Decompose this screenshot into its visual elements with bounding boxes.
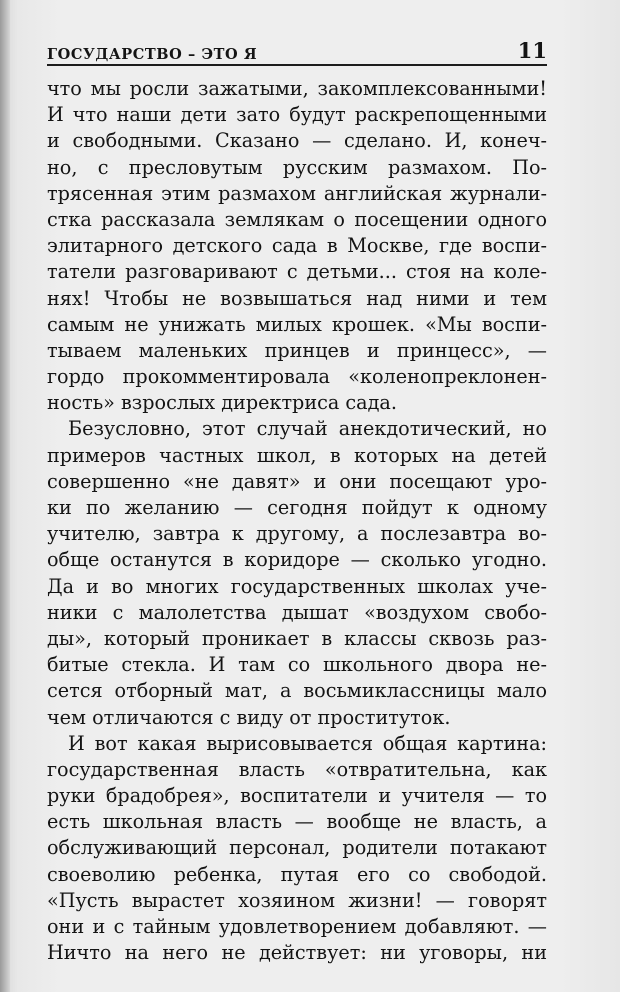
text-line: но, с пресловутым русским размахом. По-: [47, 155, 547, 179]
text-line: И что наши дети зато будут раскрепощенными: [47, 103, 547, 127]
text-line: ность» взрослых директриса сада.: [47, 391, 397, 415]
body-text: [47, 76, 547, 966]
page-gutter-shadow: [0, 0, 10, 992]
text-line: своеволию ребенка, путая его со свободой.: [47, 862, 547, 886]
text-line: примеров частных школ, в которых на детей: [47, 443, 547, 467]
text-line: ки по желанию — сегодня пойдут к одному: [47, 496, 547, 519]
text-line: самым не унижать милых крошек. «Мы воспи-: [47, 312, 547, 336]
text-line: элитарного детского сада в Москве, где воспи-: [47, 234, 547, 258]
text-line: Безусловно, этот случай анекдотический, но: [68, 417, 547, 441]
text-line: татели разговаривают с детьми... стоя на коле-: [47, 260, 547, 284]
text-line: трясенная этим размахом английская журнали-: [47, 181, 547, 205]
text-line: сется отборный мат, а восьмиклассницы мало: [47, 679, 547, 703]
text-line: они и с тайным удовлетворением добавляют. —: [47, 915, 547, 938]
text-line: «Пусть вырастет хозяином жизни! — говорят: [47, 888, 547, 912]
text-line: обслуживающий персонал, родители потакают: [47, 836, 547, 860]
text-line: Да и во многих государственных школах уче-: [47, 574, 547, 598]
text-line: И вот какая вырисовывается общая картина:: [68, 731, 547, 755]
text-line: нях! Чтобы не возвышаться над ними и тем: [47, 286, 547, 310]
text-line: чем отличаются с виду от проституток.: [47, 705, 451, 729]
text-line: гордо прокомментировала «коленопреклонен-: [47, 365, 547, 389]
running-title: ГОСУДАРСТВО – ЭТО Я: [47, 46, 258, 63]
text-line: и свободными. Сказано — сделано. И, конеч-: [47, 129, 547, 153]
text-line: тываем маленьких принцев и принцесс», —: [47, 338, 547, 362]
text-line: обще останутся в коридоре — сколько угодно.: [47, 548, 547, 572]
text-line: руки брадобрея», воспитатели и учителя — то: [47, 784, 547, 808]
text-line: Ничто на него не действует: ни уговоры, ни: [47, 941, 547, 965]
text-line: совершенно «не давят» и они посещают уро-: [47, 469, 547, 493]
text-line: учителю, завтра к другому, а послезавтра во-: [47, 522, 547, 546]
header-rule: [47, 64, 547, 66]
text-line: ды», который проникает в классы сквозь раз-: [47, 626, 547, 650]
text-line: битые стекла. И там со школьного двора не-: [47, 653, 547, 677]
text-line: государственная власть «отвратительна, как: [47, 757, 547, 781]
text-line: стка рассказала землякам о посещении одного: [47, 207, 547, 231]
page-header: [47, 38, 547, 64]
page-number: 11: [517, 38, 547, 63]
text-line: ники с малолетства дышат «воздухом свобо-: [47, 600, 547, 624]
text-line: есть школьная власть — вообще не власть, а: [47, 810, 547, 834]
text-line: что мы росли зажатыми, закомплексованными!: [47, 77, 547, 100]
